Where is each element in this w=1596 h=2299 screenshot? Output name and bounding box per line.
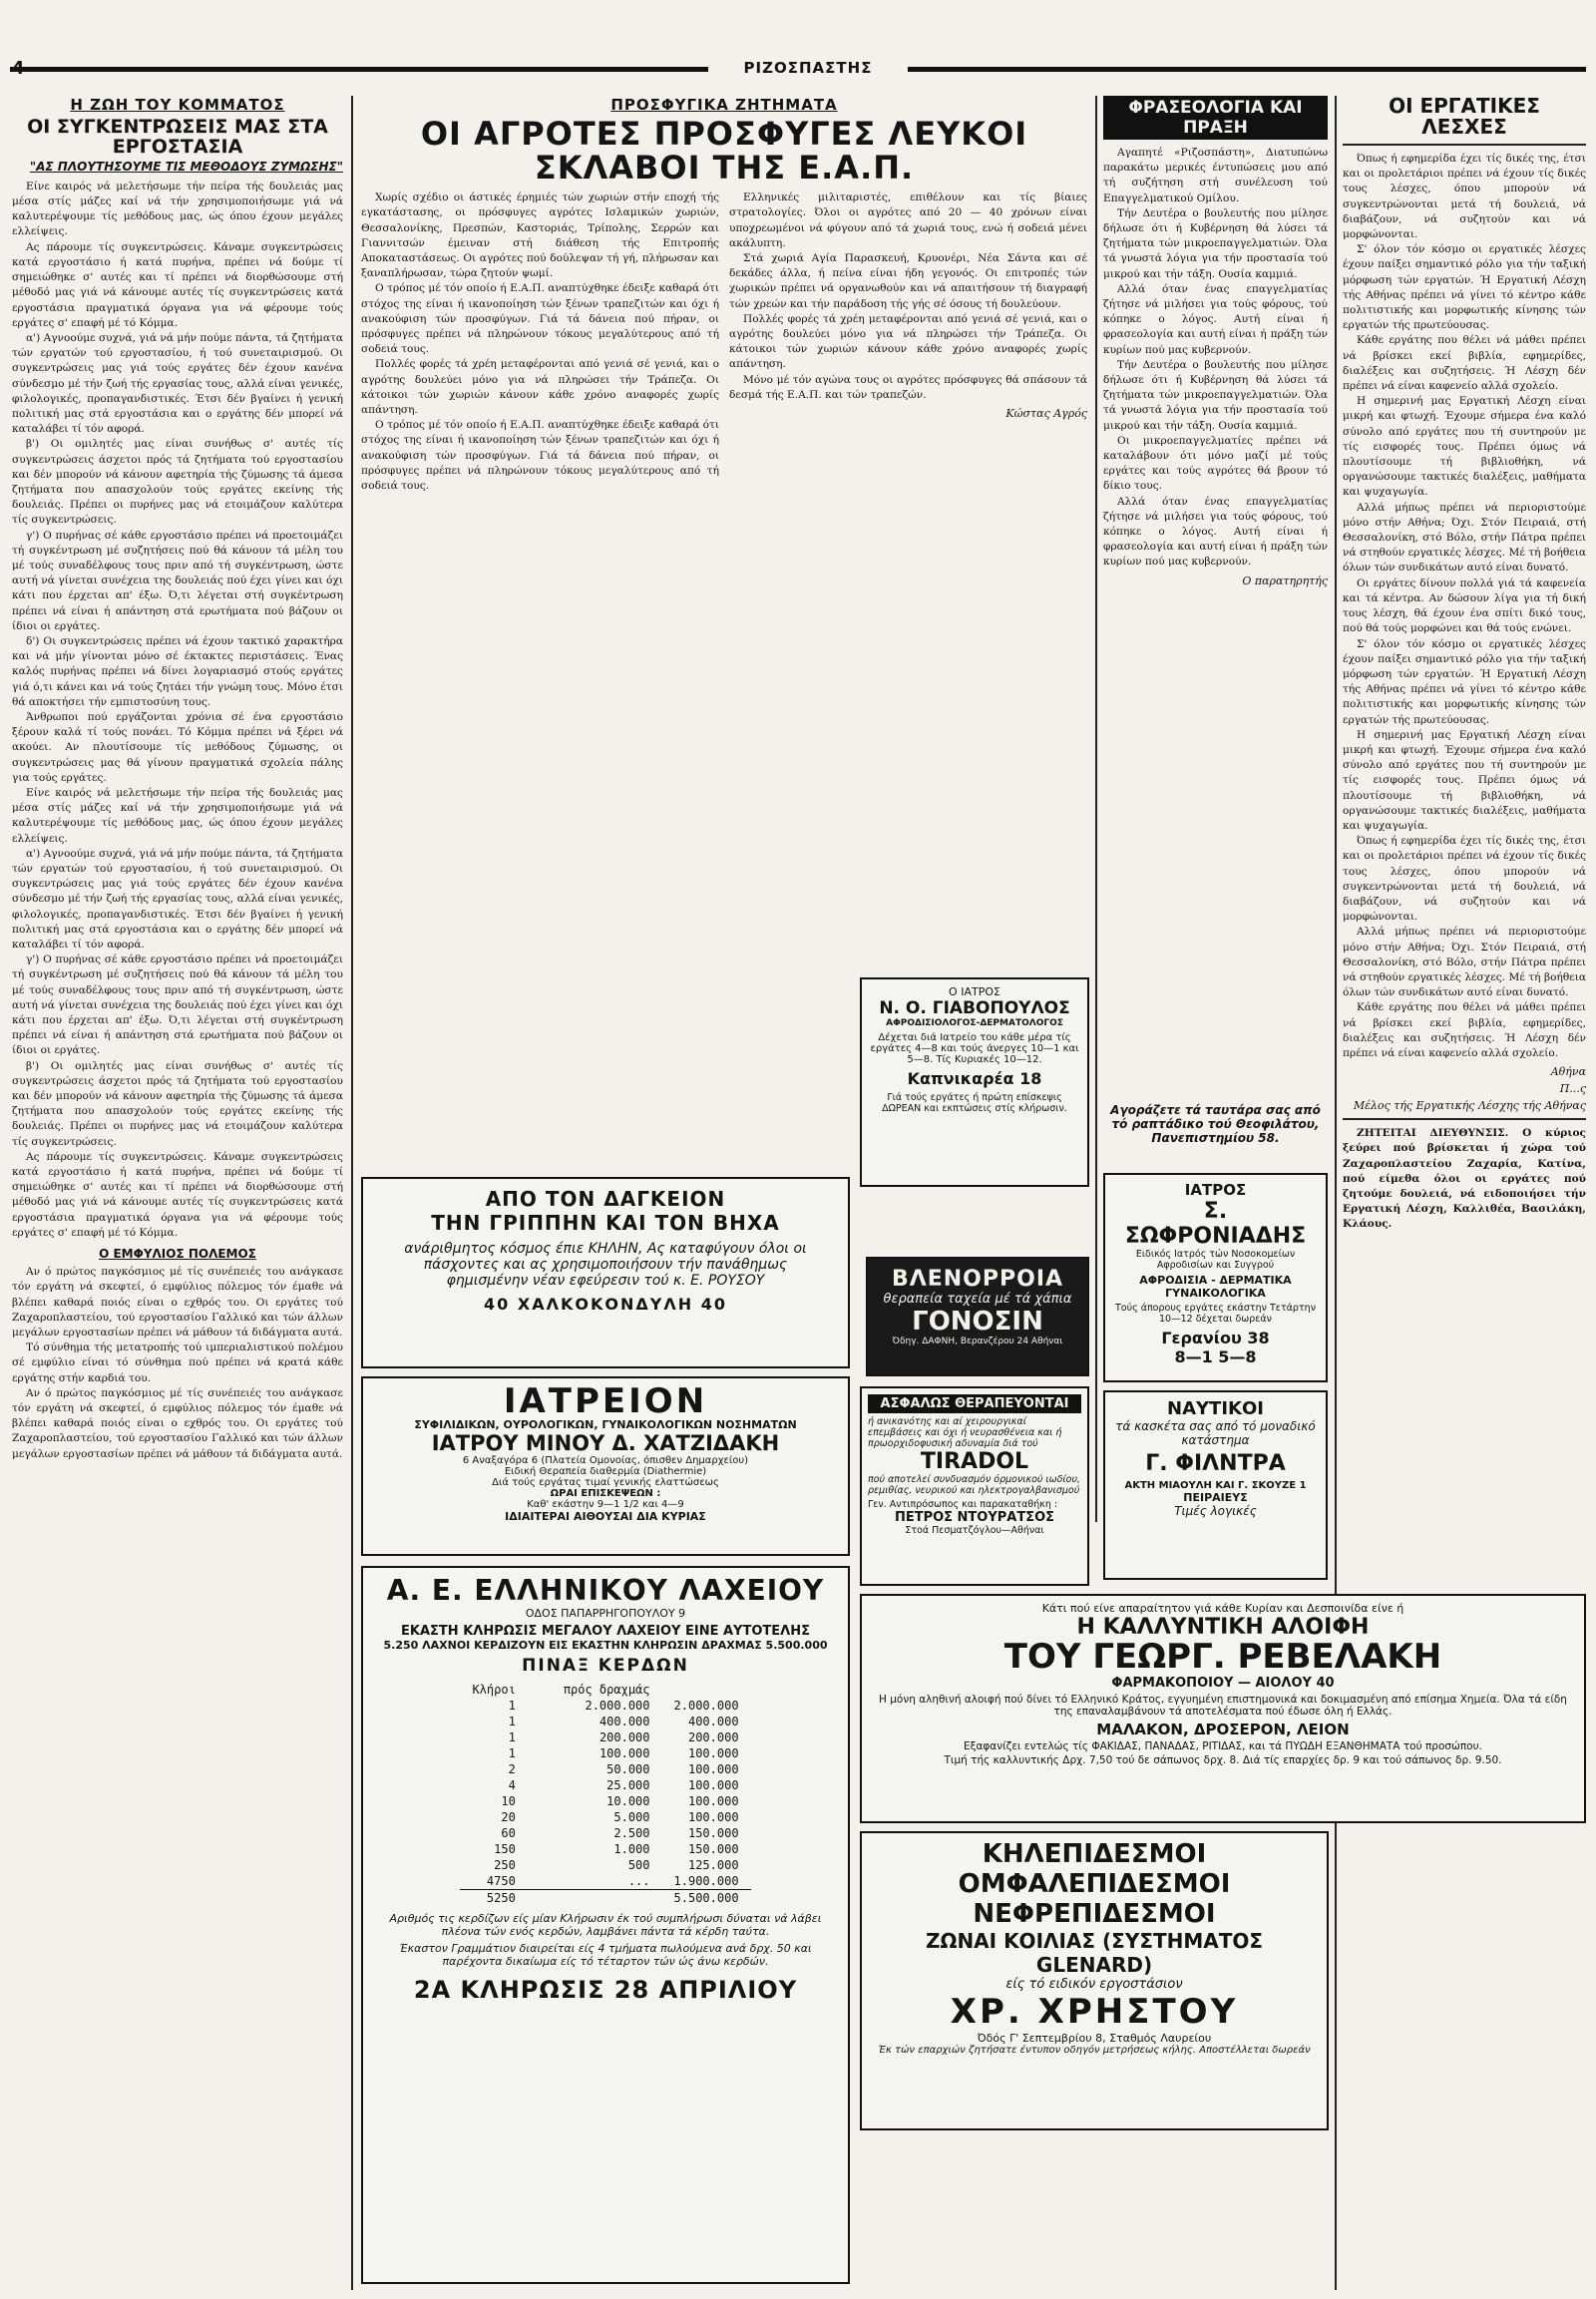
ad-tailor	[1103, 1097, 1328, 1165]
table-cell-count: 10	[501, 1794, 516, 1808]
paragraph: Κάθε εργάτης που θέλει νά μάθει πρέπει νά βρίσκει εκεί βιβλία, εφημερίδες, διαλέξεις και συζητήσεις. Ή Λέσχη δέν πρέπει νά είναι καφενείο αλλά σχολείο.	[1343, 334, 1586, 393]
paragraph: Στά χωριά Αγία Παρασκευή, Κρυονέρι, Νέα Σάντα και σέ δεκάδες άλλα, ή πείνα είναι ήδη γεγονός. Οι επιτροπές τών χωρικών πρέπει νά οργανωθούν και νά απαιτήσουν τή διαγραφή τών χρεών και τήν παράδοση τής γής σέ όσους τή δουλεύουν.	[729, 252, 1087, 310]
byline: Κώστας Αγρός	[1005, 407, 1087, 421]
table-cell-spacer	[528, 1873, 552, 1890]
table-row	[460, 1777, 750, 1793]
paragraph: Αλλά μήπως πρέπει νά περιοριστούμε μόνο στήν Αθήνα; Όχι. Στόν Πειραιά, στή Θεσσαλονίκη, στό Βόλο, στήν Πάτρα πρέπει νά στηθούν εργατικές λέσχες. Μέ τή βοήθεια όλων τών συνδικάτων αυτό είναι δυνατό.	[1343, 926, 1586, 999]
table-cell-total: 100.000	[687, 1794, 739, 1808]
column-header	[662, 1682, 751, 1698]
table-cell-total: 400.000	[687, 1715, 739, 1728]
ad-lottery	[361, 1566, 850, 2284]
table-cell-amount: 10.000	[606, 1794, 650, 1808]
ad-sofroniadis	[1103, 1173, 1328, 1382]
table-cell-total: 200.000	[687, 1730, 739, 1744]
ad-doctor-name: Σ. ΣΩΦΡΟΝΙΑΔΗΣ	[1124, 1199, 1307, 1249]
paragraph: Οι εργάτες δίνουν πολλά γιά τά καφενεία και τά κέντρα. Αν δώσουν λίγα για τή δική τους λέσχη, θά έχουν ένα σπίτι δικό τους, πού θά τούς μορφώνει και θά τούς ενώνει.	[1343, 576, 1586, 635]
ad-title: ΙΑΤΡΕΙΟΝ	[503, 1381, 708, 1421]
workers-clubs-article	[1343, 96, 1586, 2290]
ad-line: Τιμές λογικές	[1174, 1504, 1257, 1518]
masthead-rule-right	[908, 67, 1586, 72]
ad-doctor-name: ΙΑΤΡΟΥ ΜΙΝΟΥ Δ. ΧΑΤΖΙΔΑΚΗ	[431, 1431, 780, 1455]
paragraph: Ο τρόπος μέ τόν οποίο ή Ε.Α.Π. αναπτύχθηκε έδειξε καθαρά ότι στόχος της είναι ή ικανοποίηση τών ξένων τραπεζιτών και όχι ή ανακούφιση τών προσφύγων. Γιά τά δάνεια πού πήραν, οι πρόσφυγες πρέπει νά πληρώνουν τόκους μεγαλύτερους από τή σοδειά τους.	[361, 282, 719, 356]
paragraph: α') Αγνοούμε συχνά, γιά νά μήν πούμε πάντα, τά ζητήματα τών εργατών τού εργοστασίου, ή τού συνεταιρισμού. Οι συγκεντρώσεις μας γιά τούς εργάτες δέν έχουν κανένα σύνδεσμο μέ τήν ζωή τής εργασίας τους, αλλά είναι γενικές, φιλολογικές, προπαγανδιστικές. Έτσι δέν βγαίνει ή γενική πολιτική μας στά εργοστάσια και ο εργάτης δέν μπορεί νά καταλάβει τί τόν αφορά.	[12, 847, 343, 952]
table-cell-total: 100.000	[687, 1810, 739, 1824]
ad-address: 40 ΧΑΛΚΟΚΟΝΔΥΛΗ 40	[484, 1295, 727, 1314]
table-cell	[528, 1890, 552, 1907]
table-cell-count: 1	[508, 1746, 516, 1760]
crosshead: Ο ΕΜΦΥΛΙΟΣ ΠΟΛΕΜΟΣ	[99, 1247, 256, 1262]
paragraph: β') Οι ομιλητές μας είναι συνήθως σ' αυτές τίς συγκεντρώσεις άσχετοι πρός τά ζητήματα τού εργοστασίου και δέν μπορούν νά κάνουν αφετηρία τής ζύμωσης τά άμεσα ζητήματα που απασχολούν τούς εργάτες εκείνης τής δουλειάς. Πρέπει οι πυρήνες μας νά ετοιμάζουν καλύτερα τίς συγκεντρώσεις.	[12, 438, 343, 527]
paragraph: Η σημερινή μας Εργατική Λέσχη είναι μικρή και φτωχή. Έχουμε σήμερα ένα καλό σύνολο από εργάτες που τή συντηρούν με τίς εισφορές τους. Πρέπει όμως νά πλουτίσουμε τή βιβλιοθήκη, νά οργανώσουμε τακτικές διαλέξεις, μαθήματα και ψυχαγωγία.	[1343, 728, 1586, 832]
ad-line: ΜΑΛΑΚΟΝ, ΔΡΟΣΕΡΟΝ, ΛΕΙΟΝ	[1096, 1720, 1350, 1738]
prize-table-body	[460, 1698, 750, 1890]
ad-line: 5.250 ΛΑΧΝΟΙ ΚΕΡΔΙΖΟΥΝ ΕΙΣ ΕΚΑΣΤΗΝ ΚΛΗΡΩΣΙΝ ΔΡΑΧΜΑΣ 5.500.000	[383, 1639, 828, 1652]
table-cell-total: 1.900.000	[673, 1874, 739, 1888]
paragraph: Σ' όλον τόν κόσμο οι εργατικές λέσχες έχουν παίξει σημαντικό ρόλο για τήν ταξική μόρφωση τών εργατών. Ή Εργατική Λέσχη τής Αθήνας πρέπει νά γίνει τό κέντρο κάθε πολιτιστικής και μορφωτικής κίνησης τών εργατών τής πρωτεύουσας.	[1343, 637, 1586, 726]
paragraph: Είνε καιρός νά μελετήσωμε τήν πείρα τής δουλειάς μας μέσα στίς μάζες καί νά τήν χρησιμοποιήσωμε γιά νά καλυτερέψουμε τίς μεθόδους μας, ώς όπου έχουν μεγάλες ελλείψεις.	[12, 180, 343, 238]
paragraph: Πολλές φορές τά χρέη μεταφέρονται από γενιά σέ γενιά, και ο αγρότης δουλεύει μόνο για νά πληρώσει τήν Τράπεζα. Οι κάτοικοι τών χωριών κάνουν κάθε χρόνο αναφορές χωρίς απάντηση.	[729, 312, 1087, 371]
ad-line: ΖΩΝΑΙ ΚΟΙΛΙΑΣ (ΣΥΣΤΗΜΑΤΟΣ GLENARD)	[925, 1929, 1264, 1977]
paragraph: Άνθρωποι πού εργάζονται χρόνια σέ ένα εργοστάσιο ξέρουν καλά τί τούς πονάει. Τό Κόμμα πρέπει νά ξέρει νά ακούει. Αν πλουτίσουμε τίς μεθόδους ζύμωσης, οι συγκεντρώσεις μας θά γίνουν πραγματικά σχολεία πάλης για τούς εργάτες.	[12, 710, 343, 784]
ad-price: Τιμή τής καλλυντικής Δρχ. 7,50 τού δε σάπωνος δρχ. 8. Διά τίς επαρχίες δρ. 9 και τού σάπωνος δρ. 9.50.	[944, 1753, 1502, 1766]
ad-line: ΙΑΤΡΟΣ	[1184, 1181, 1247, 1199]
ad-line: Αγοράζετε τά ταυτάρα σας από τό ραπτάδικο τού Θεοφιλάτου, Πανεπιστημίου 58.	[1110, 1103, 1321, 1145]
table-cell-amount: 400.000	[598, 1715, 650, 1728]
ad-address: ΟΔΟΣ ΠΑΠΑΡΡΗΓΟΠΟΥΛΟΥ 9	[525, 1607, 686, 1620]
headline: ΟΙ ΕΡΓΑΤΙΚΕΣ ΛΕΣΧΕΣ	[1389, 96, 1540, 139]
table-row	[460, 1761, 750, 1777]
ad-line: Δέχεται διά Ιατρείο του κάθε μέρα τίς εργάτες 4—8 και τούς άνεργες 10—1 και 5—8. Τίς Κυριακές 10—12.	[870, 1032, 1079, 1065]
ad-line: ανάριθμητος κόσμος έπιε ΚΗΛΗΝ, Ας καταφύγουν όλοι οι πάσχοντες και ας χρησιμοποιήσουν τήν πανάθημως φημισμένην νέαν εφεύρεσιν τού κ. Ε. ΡΟΥΣΟΥ	[404, 1241, 807, 1289]
refugee-column	[729, 191, 1087, 494]
table-cell-total: 2.000.000	[673, 1699, 739, 1713]
ad-line: Έκ τών επαρχιών ζητήσατε έντυπον οδηγόν μετρήσεως κήλης. Αποστέλλεται δωρεάν	[878, 2045, 1311, 2056]
byline: Ο παρατηρητής	[1242, 574, 1328, 587]
byline: Π...ς	[1559, 1082, 1586, 1096]
paragraph: Ας πάρουμε τίς συγκεντρώσεις. Κάναμε συγκεντρώσεις κατά εργοστάσιο ή κατά πυρήνα, πρέπει νά δούμε τί σημειώθηκε σ' αυτές και τί πρέπει νά διορθώσουμε στή μέθοδό μας γιά νά κάνουμε αυτές τίς συγκεντρώσεις κατά εργοστάσια πραγματικά όργανα για νά φέρουμε τούς εργάτες σ' επαφή μέ τό Κόμμα.	[12, 240, 343, 329]
ad-title: ΤΟΥ ΓΕΩΡΓ. ΡΕΒΕΛΑΚΗ	[1003, 1637, 1442, 1677]
paragraph: Σ' όλον τόν κόσμο οι εργατικές λέσχες έχουν παίξει σημαντικό ρόλο για τήν ταξική μόρφωση τών εργατών. Ή Εργατική Λέσχη τής Αθήνας πρέπει νά γίνει τό κέντρο κάθε πολιτιστικής και μορφωτικής κίνησης τών εργατών τής πρωτεύουσας.	[1343, 243, 1586, 332]
table-cell-spacer	[528, 1714, 552, 1729]
paragraph: Μόνο μέ τόν αγώνα τους οι αγρότες πρόσφυγες θά σπάσουν τά δεσμά τής Ε.Α.Π. και τών τραπεζών.	[729, 373, 1087, 401]
ad-line: Κάτι πού είνε απαραίτητον γιά κάθε Κυρίαν και Δεσποινίδα είνε ή	[1041, 1602, 1404, 1615]
ad-line: ΝΕΦΡΕΠΙΔΕΣΜΟΙ	[973, 1899, 1216, 1929]
paragraph: Ας πάρουμε τίς συγκεντρώσεις. Κάναμε συγκεντρώσεις κατά εργοστάσιο ή κατά πυρήνα, πρέπει νά δούμε τί σημειώθηκε σ' αυτές και τί πρέπει νά διορθώσουμε στή μέθοδό μας γιά νά κάνουμε αυτές τίς συγκεντρώσεις κατά εργοστάσια πραγματικά όργανα για νά φέρουμε τούς εργάτες σ' επαφή μέ τό Κόμμα.	[12, 1150, 343, 1239]
ad-hours: 8—1 5—8	[1174, 1347, 1257, 1366]
paragraph: Τό σύνθημα τής μετατροπής τού ιμπεριαλιστικού πολέμου σέ εμφύλιο είναι τό σύνθημα πού πρέπει νά κρατά κάθε εργάτης στήν καρδιά του.	[12, 1341, 343, 1384]
table-cell-spacer	[528, 1698, 552, 1714]
column-rule	[351, 96, 353, 2290]
ad-tiradol	[860, 1386, 1089, 1586]
ad-line: Αριθμός τις κερδίζων είς μίαν Κλήρωσιν έκ τού συμπλήρωσι δύναται νά λάβει πλέονα τών ενός κερδών, λαμβάνει πάντα τά κέρδη ταύτα.	[389, 1912, 822, 1938]
ad-address: 6 Αναξαγόρα 6 (Πλατεία Ομονοίας, όπισθεν Δημαρχείου)	[462, 1455, 749, 1466]
paragraph: α') Αγνοούμε συχνά, γιά νά μήν πούμε πάντα, τά ζητήματα τών εργατών τού εργοστασίου, ή τού συνεταιρισμού. Οι συγκεντρώσεις μας γιά τούς εργάτες δέν έχουν κανένα σύνδεσμο μέ τήν ζωή τής εργασίας τους, αλλά είναι γενικές, φιλολογικές, προπαγανδιστικές. Έτσι δέν βγαίνει ή γενική πολιτική μας στά εργοστάσια και ο εργάτης δέν μπορεί νά καταλάβει τί τόν αφορά.	[12, 331, 343, 436]
newspaper-name: ΡΙΖΟΣΠΑΣΤΗΣ	[708, 59, 908, 77]
ad-line: ΤΗΝ ΓΡΙΠΠΗΝ ΚΑΙ ΤΟΝ ΒΗΧΑ	[431, 1211, 780, 1235]
paragraph: Αλλά όταν ένας επαγγελματίας ζήτησε νά μιλήσει για τούς φόρους, τού κόπηκε ο λόγος. Αυτή είναι ή φρασεολογία και αυτή είναι ή πράξη τών κυρίων πού μας κυβερνούν.	[1103, 495, 1328, 569]
paragraph: Η σημερινή μας Εργατική Λέσχη είναι μικρή και φτωχή. Έχουμε σήμερα ένα καλό σύνολο από εργάτες που τή συντηρούν με τίς εισφορές τους. Πρέπει όμως νά πλουτίσουμε τή βιβλιοθήκη, νά οργανώσουμε τακτικές διαλέξεις, μαθήματα και ψυχαγωγία.	[1343, 395, 1586, 499]
byline-role: Μέλος τής Εργατικής Λέσχης τής Αθήνας	[1353, 1099, 1586, 1113]
ad-flu-remedy	[361, 1177, 850, 1368]
ad-line: Ειδικός Ιατρός τών Νοσοκομείων Αφροδισίων και Συγγρού	[1135, 1249, 1296, 1271]
table-cell-count: 1	[508, 1730, 516, 1744]
ad-line: ΑΦΡΟΔΙΣΙΟΛΟΓΟΣ-ΔΕΡΜΑΤΟΛΟΓΟΣ	[886, 1018, 1063, 1028]
divider	[1343, 144, 1586, 146]
table-cell-count: 4750	[486, 1874, 516, 1888]
divider	[1343, 1118, 1586, 1120]
headline: ΦΡΑΣΕΟΛΟΓΙΑ ΚΑΙ ΠΡΑΞΗ	[1103, 96, 1328, 140]
table-cell-total: 100.000	[687, 1762, 739, 1776]
ad-line: Εξαφανίζει εντελώς τίς ΦΑΚΙΔΑΣ, ΠΑΝΑΔΑΣ, ΡΙΤΙΔΑΣ, και τά ΠΥΩΔΗ ΕΞΑΝΘΗΜΑΤΑ τού προσώπου.	[963, 1739, 1483, 1752]
table-cell-count: 60	[501, 1826, 516, 1840]
paragraph: Τήν Δευτέρα ο βουλευτής που μίλησε δήλωσε ότι ή Κυβέρνηση θά λύσει τά ζητήματα τών μικροεπαγγελματιών. Όλα τά γνωστά λόγια για τήν προστασία τού μικρού και τήν τάξη. Ουσία καμμιά.	[1103, 358, 1328, 432]
wanted-notice: ΖΗΤΕΙΤΑΙ ΔΙΕΥΘΥΝΣΙΣ. Ο κύριος ξεύρει πού βρίσκεται ή χώρα τού Ζαχαροπλαστείου Ζαχαρία, Κατίνα, πού είμεθα όλοι οι εργάτες πού ζητούμε δουλειά, νά ειδοποιήσει τήν Εργατική Λέσχη, Καλλιθέα, Βασιλάκη, Κλάους.	[1343, 1127, 1586, 1231]
table-cell-amount: 100.000	[598, 1746, 650, 1760]
total-sum: 5.500.000	[662, 1890, 751, 1907]
table-cell-count: 2	[508, 1762, 516, 1776]
table-cell-amount: 2.500	[613, 1826, 650, 1840]
section-title: ΠΡΟΣΦΥΓΙΚΑ ΖΗΤΗΜΑΤΑ	[610, 96, 838, 114]
ad-revelakis	[860, 1594, 1586, 1823]
table-header-row	[460, 1682, 750, 1698]
ad-line: Τούς άπορους εργάτες εκάστην Τετάρτην 10—12 δέχεται δωρεάν	[1114, 1303, 1317, 1325]
table-cell-amount: 25.000	[606, 1778, 650, 1792]
ad-line: ΠΕΤΡΟΣ ΝΤΟΥΡΑΤΣΟΣ	[894, 1510, 1055, 1525]
table-cell-spacer	[528, 1841, 552, 1857]
ad-line: Όδηγ. ΔΑΦΝΗ, Βερανζέρου 24 Αθήναι	[892, 1337, 1063, 1346]
column-header: πρός δραχμάς	[563, 1683, 650, 1697]
ad-address: Όδός Γ' Σεπτεμβρίου 8, Σταθμός Λαυρείου	[977, 2032, 1212, 2045]
headline: ΟΙ ΑΓΡΟΤΕΣ ΠΡΟΣΦΥΓΕΣ ΛΕΥΚΟΙ ΣΚΛΑΒΟΙ ΤΗΣ Ε.Α.Π.	[420, 115, 1028, 187]
page-number: 4	[12, 58, 25, 79]
paragraph: Αλλά μήπως πρέπει νά περιοριστούμε μόνο στήν Αθήνα; Όχι. Στόν Πειραιά, στή Θεσσαλονίκη, στό Βόλο, στήν Πάτρα πρέπει νά στηθούν εργατικές λέσχες. Μέ τή βοήθεια όλων τών συνδικάτων αυτό είναι δυνατό.	[1343, 501, 1586, 575]
ad-giavopoulos	[860, 977, 1089, 1187]
paragraph: Οι μικροεπαγγελματίες πρέπει νά καταλάβουν ότι μόνο μαζί μέ τούς εργάτες και τούς αγρότες θά βρουν τό δίκιο τους.	[1103, 434, 1328, 493]
refugee-column	[361, 191, 719, 494]
ad-line: θεραπεία ταχεία μέ τά χάπια	[883, 1292, 1072, 1307]
ad-line: Ο ΙΑΤΡΟΣ	[949, 985, 1000, 998]
table-cell-spacer	[528, 1809, 552, 1825]
prize-table	[460, 1682, 750, 1906]
table-row	[460, 1857, 750, 1873]
ad-line: είς τό ειδικόν εργοστάσιον	[1005, 1977, 1183, 1992]
ad-line: πού αποτελεί συνδυασμόν όρμονικού ιωδίου, ρεμιθίας, νευρικού και ηλεκτρογαλβανισμού	[868, 1474, 1080, 1496]
ad-shop-name: Γ. ΦΙΛΝΤΡΑ	[1145, 1451, 1286, 1476]
paragraph: Κάθε εργάτης που θέλει νά μάθει πρέπει νά βρίσκει εκεί βιβλία, εφημερίδες, διαλέξεις και συζητήσεις. Ή Λέσχη δέν πρέπει νά είναι καφενείο αλλά σχολείο.	[1343, 1001, 1586, 1059]
ad-address: Στοά Πεσματζόγλου—Αθήναι	[905, 1525, 1044, 1536]
table-cell-spacer	[528, 1793, 552, 1809]
table-cell-amount: ...	[627, 1874, 650, 1888]
table-cell-amount: 50.000	[606, 1762, 650, 1776]
column-rule	[1335, 96, 1337, 2290]
table-cell-total: 100.000	[687, 1778, 739, 1792]
table-total-row	[460, 1890, 750, 1907]
ad-line: ΒΛΕΝΟΡΡΟΙΑ	[891, 1267, 1064, 1292]
paragraph: γ') Ο πυρήνας σέ κάθε εργοστάσιο πρέπει νά προετοιμάζει τή συγκέντρωση μέ συζητήσεις πού θά κάνουν τά μέλη του μέ τούς συναδέλφους τους πριν από τή συγκέντρωση, ώστε αυτή νά γίνεται συνέχεια της δουλειάς πού έχει γίνει και όχι κάτι που έρχεται απ' έξω. Ό,τι λέγεται στή συγκέντρωση πρέπει νά είναι ή απάντηση στά ερωτήματα πού βάζουν οι ίδιοι οι εργάτες.	[12, 954, 343, 1057]
table-cell-total: 150.000	[687, 1826, 739, 1840]
ad-line: ΝΑΥΤΙΚΟΙ	[1167, 1398, 1264, 1419]
table-cell-count: 150	[494, 1842, 516, 1856]
table-cell-count: 250	[494, 1858, 516, 1872]
headline: ΟΙ ΣΥΓΚΕΝΤΡΩΣΕΙΣ ΜΑΣ ΣΤΑ ΕΡΓΟΣΤΑΣΙΑ	[27, 116, 328, 158]
paragraph: Αν ό πρώτος παγκόσμιος μέ τίς συνέπειές του ανάγκασε τόν εργάτη νά σκεφτεί, ό εμφύλιος πόλεμος τόν έμαθε νά βλέπει καθαρά ποιός είναι ο εχθρός του. Οι εργάτες τού Ζαχαροπλαστείου, τού εργοστασίου Γαλλικό και τών άλλων μεγάλων εργοστασίων πρέπει νά μάθουν τά διδάγματα αυτά.	[12, 1386, 343, 1460]
paragraph: Τήν Δευτέρα ο βουλευτής που μίλησε δήλωσε ότι ή Κυβέρνηση θά λύσει τά ζητήματα τών μικροεπαγγελματιών. Όλα τά γνωστά λόγια για τήν προστασία τού μικρού και τήν τάξη. Ουσία καμμιά.	[1103, 206, 1328, 280]
ad-line: ΑΠΟ ΤΟΝ ΔΑΓΚΕΙΟΝ	[485, 1187, 726, 1211]
total-count: 5250	[460, 1890, 527, 1907]
ad-line: τά κασκέτα σας από τό μοναδικό κατάστημα	[1115, 1419, 1316, 1447]
column-header	[528, 1682, 552, 1698]
paragraph: Χωρίς σχέδιο οι άστικές έρημιές τών χωριών στήν εποχή τής εγκατάστασης, οι πρόσφυγες αγρότες Ισλαμικών χωριών, Θεσσαλονίκης, Πρεσπών, Καστοριάς, Τρίπολης, Σερρών και Γιαννιτσών έμειναν στή διάθεση τής Επιτροπής Αποκαταστάσεως. Οι αγρότες πού δούλεψαν τή γή, πλήρωσαν και ξαναπλήρωσαν, τώρα ζητούν ψωμί.	[361, 192, 719, 280]
table-cell-count: 1	[508, 1715, 516, 1728]
ad-line: Διά τούς εργάτας τιμαί γενικής ελαττώσεως	[492, 1477, 719, 1488]
table-cell-spacer	[528, 1745, 552, 1761]
ad-address: Γερανίου 38	[1161, 1329, 1270, 1347]
ad-address: ΑΚΤΗ ΜΙΑΟΥΛΗ ΚΑΙ Γ. ΣΚΟΥΖΕ 1	[1124, 1480, 1307, 1491]
ad-line: ΠΕΙΡΑΙΕΥΣ	[1183, 1491, 1248, 1504]
ad-line: Γιά τούς εργάτες ή πρώτη επίσκεψις ΔΩΡΕΑΝ και εκπτώσεις στίς κλήρωσιν.	[882, 1092, 1067, 1114]
table-cell-amount: 200.000	[598, 1730, 650, 1744]
ad-hours: Καθ' εκάστην 9—1 1/2 και 4—9	[527, 1499, 684, 1510]
prize-table-title: ΠΙΝΑΞ ΚΕΡΔΩΝ	[522, 1656, 689, 1676]
ad-product: ΓΟΝΟΣΙΝ	[912, 1307, 1043, 1337]
ad-line: ΩΡΑΙ ΕΠΙΣΚΕΨΕΩΝ :	[550, 1488, 661, 1499]
paragraph: β') Οι ομιλητές μας είναι συνήθως σ' αυτές τίς συγκεντρώσεις άσχετοι πρός τά ζητήματα τού εργοστασίου και δέν μπορούν νά κάνουν αφετηρία τής ζύμωσης τά άμεσα ζητήματα που απασχολούν τούς εργάτες εκείνης τής δουλειάς. Πρέπει οι πυρήνες μας νά ετοιμάζουν καλύτερα τίς συγκεντρώσεις.	[12, 1059, 343, 1148]
paragraph: Πολλές φορές τά χρέη μεταφέρονται από γενιά σέ γενιά, και ο αγρότης δουλεύει μόνο για νά πληρώσει τήν Τράπεζα. Οι κάτοικοι τών χωριών κάνουν κάθε χρόνο αναφορές χωρίς απάντηση.	[361, 358, 719, 417]
ad-title: Α. Ε. ΕΛΛΗΝΙΚΟΥ ΛΑΧΕΙΟΥ	[386, 1574, 825, 1607]
table-cell-spacer	[528, 1825, 552, 1841]
table-row	[460, 1825, 750, 1841]
paragraph: Ο τρόπος μέ τόν οποίο ή Ε.Α.Π. αναπτύχθηκε έδειξε καθαρά ότι στόχος της είναι ή ικανοποίηση τών ξένων τραπεζιτών και όχι ή ανακούφιση τών προσφύγων. Γιά τά δάνεια πού πήραν, οι πρόσφυγες πρέπει νά πληρώνουν τόκους μεγαλύτερους από τή σοδειά τους.	[361, 419, 719, 493]
ad-line: ή ανικανότης και αί χειρουργικαί επεμβάσεις και όχι ή νευρασθένεια και ή πρωορχιδοφυσική αδυναμία διά τού	[868, 1416, 1062, 1449]
table-cell-spacer	[528, 1777, 552, 1793]
table-row	[460, 1873, 750, 1890]
table-cell-total: 125.000	[687, 1858, 739, 1872]
party-life-article	[12, 96, 343, 2290]
table-row	[460, 1745, 750, 1761]
ad-line: ΙΔΙΑΙΤΕΡΑΙ ΑΙΘΟΥΣΑΙ ΔΙΑ ΚΥΡΙΑΣ	[505, 1510, 706, 1523]
table-cell-amount: 5.000	[613, 1810, 650, 1824]
table-row	[460, 1809, 750, 1825]
ad-christou	[860, 1831, 1329, 2130]
ad-product: TIRADOL	[920, 1449, 1029, 1474]
column-rule	[1095, 96, 1097, 1522]
ad-line: Έκαστον Γραμμάτιον διαιρείται είς 4 τμήματα πωλούμενα ανά δρχ. 50 και παρέχοντα δικαίωμα είς τό τέταρτον τών ώς άνω κερδών.	[399, 1942, 812, 1968]
ad-shop-name: ΧΡ. ΧΡΗΣΤΟΥ	[950, 1992, 1239, 2032]
paragraph: Ελληνικές μιλιταριστές, επιθέλουν και τίς βίαιες στρατολογίες. Όλοι οι αγρότες από 20 — 40 χρόνων είναι υποχρεωμένοι νά φύγουν από τά χωριά τους, ενώ ή σοδειά μένει ακάλυπτη.	[729, 192, 1087, 249]
ad-line: ΚΗΛΕΠΙΔΕΣΜΟΙ	[982, 1839, 1207, 1869]
ad-line: ΟΜΦΑΛΕΠΙΔΕΣΜΟΙ	[958, 1869, 1231, 1899]
table-row	[460, 1714, 750, 1729]
paragraph: Αγαπητέ «Ριζοσπάστη», Διατυπώνω παρακάτω μερικές έντυπώσεις μου από τή συζήτηση στή συνέλευση τού Επαγγελματικού Ομίλου.	[1103, 147, 1328, 204]
ad-line: ΑΣΦΑΛΩΣ ΘΕΡΑΠΕΥΟΝΤΑΙ	[868, 1394, 1081, 1413]
ad-specialties: ΑΦΡΟΔΙΣΙΑ - ΔΕΡΜΑΤΙΚΑ ΓΥΝΑΙΚΟΛΟΓΙΚΑ	[1139, 1274, 1292, 1300]
table-cell	[552, 1890, 662, 1907]
draw-date: 2Α ΚΛΗΡΩΣΙΣ 28 ΑΠΡΙΛΙΟΥ	[413, 1976, 798, 2004]
ad-line: Η μόνη αληθινή αλοιφή πού δίνει τό Ελληνικό Κράτος, εγγυημένη επιστημονικά και δοκιμασμένη από επίσημα Χημεία. Όλα τά είδη της επαναλαμβάνουν τά αποτελέσματα πού έδωσε όλη ή Ελλάς.	[879, 1693, 1567, 1718]
table-cell-amount: 2.000.000	[585, 1699, 650, 1713]
paragraph: γ') Ο πυρήνας σέ κάθε εργοστάσιο πρέπει νά προετοιμάζει τή συγκέντρωση μέ συζητήσεις πού θά κάνουν τά μέλη του μέ τούς συναδέλφους τους πριν από τή συγκέντρωση, ώστε αυτή νά γίνεται συνέχεια της δουλειάς πού έχει γίνει και όχι κάτι που έρχεται απ' έξω. Ό,τι λέγεται στή συγκέντρωση πρέπει νά είναι ή απάντηση στά ερωτήματα πού βάζουν οι ίδιοι οι εργάτες.	[12, 529, 343, 632]
paragraph: Αν ό πρώτος παγκόσμιος μέ τίς συνέπειές του ανάγκασε τόν εργάτη νά σκεφτεί, ό εμφύλιος πόλεμος τόν έμαθε νά βλέπει καθαρά ποιός είναι ο εχθρός του. Οι εργάτες τού Ζαχαροπλαστείου, τού εργοστασίου Γαλλικό και τών άλλων μεγάλων εργοστασίων πρέπει νά μάθουν τά διδάγματα αυτά.	[12, 1266, 343, 1339]
table-cell-spacer	[528, 1761, 552, 1777]
table-cell-count: 4	[508, 1778, 516, 1792]
section-title: Η ΖΩΗ ΤΟΥ ΚΟΜΜΑΤΟΣ	[70, 96, 285, 114]
paragraph: Αλλά όταν ένας επαγγελματίας ζήτησε νά μιλήσει για τούς φόρους, τού κόπηκε ο λόγος. Αυτή είναι ή φρασεολογία και αυτή είναι ή πράξη τών κυρίων πού μας κυβερνούν.	[1103, 282, 1328, 356]
ad-line: ΕΚΑΣΤΗ ΚΛΗΡΩΣΙΣ ΜΕΓΑΛΟΥ ΛΑΧΕΙΟΥ ΕΙΝΕ ΑΥΤΟΤΕΛΗΣ	[401, 1624, 810, 1639]
table-cell-total: 150.000	[687, 1842, 739, 1856]
table-cell-spacer	[528, 1729, 552, 1745]
ad-hatzidakis-clinic	[361, 1376, 850, 1556]
table-cell-count: 20	[501, 1810, 516, 1824]
paragraph: Όπως ή εφημερίδα έχει τίς δικές της, έτσι και οι προλετάριοι πρέπει νά έχουν τίς δικές τους λέσχες, όπου μπορούν νά συγκεντρώνονται μετά τή δουλειά, νά διαβάζουν, νά συζητούν και νά μορφώνονται.	[1343, 153, 1586, 241]
ad-doctor-name: Ν. Ο. ΓΙΑΒΟΠΟΥΛΟΣ	[879, 998, 1070, 1018]
table-cell-total: 100.000	[687, 1746, 739, 1760]
ad-line: ΣΥΦΙΛΙΔΙΚΩΝ, ΟΥΡΟΛΟΓΙΚΩΝ, ΓΥΝΑΙΚΟΛΟΓΙΚΩΝ ΝΟΣΗΜΑΤΩΝ	[414, 1418, 797, 1431]
ad-line: Γεν. Αντιπρόσωπος και παρακαταθήκη :	[868, 1499, 1058, 1510]
table-row	[460, 1841, 750, 1857]
table-row	[460, 1729, 750, 1745]
masthead-rule-left	[10, 67, 708, 72]
ad-line: Η ΚΑΛΛΥΝΤΙΚΗ ΑΛΟΙΦΗ	[1076, 1615, 1370, 1640]
dateline: Αθήνα	[1550, 1065, 1586, 1079]
subheadline: "ΑΣ ΠΛΟΥΤΗΣΟΥΜΕ ΤΙΣ ΜΕΘΟΔΟΥΣ ΖΥΜΩΣΗΣ"	[29, 159, 343, 174]
ad-address: ΦΑΡΜΑΚΟΠΟΙΟΥ — ΑΙΟΛΟΥ 40	[1111, 1675, 1335, 1691]
phrases-article	[1103, 96, 1328, 973]
masthead	[10, 58, 1586, 80]
paragraph: δ') Οι συγκεντρώσεις πρέπει νά έχουν τακτικό χαρακτήρα και νά μήν γίνονται μόνο σέ έκτακτες περιστάσεις. Ένας καλός πυρήνας πρέπει νά δίνει λογαριασμό στούς εργάτες γιά ό,τι κάνει και νά τούς ζητάει τήν γνώμη τους. Μόνο έτσι θά αποκτήσει τήν εμπιστοσύνη τους.	[12, 634, 343, 708]
table-cell-spacer	[528, 1857, 552, 1873]
ad-gonosin	[866, 1257, 1089, 1376]
paragraph: Είνε καιρός νά μελετήσωμε τήν πείρα τής δουλειάς μας μέσα στίς μάζες καί νά τήν χρησιμοποιήσωμε γιά νά καλυτερέψουμε τίς μεθόδους μας, ώς όπου έχουν μεγάλες ελλείψεις.	[12, 787, 343, 845]
table-row	[460, 1698, 750, 1714]
refugee-article	[361, 96, 1087, 993]
column-header: Κλήροι	[472, 1683, 516, 1697]
table-cell-count: 1	[508, 1699, 516, 1713]
ad-line: Ειδική Θεραπεία διαθερμία (Diathermie)	[504, 1466, 707, 1477]
table-cell-amount: 500	[627, 1858, 650, 1872]
paragraph: Όπως ή εφημερίδα έχει τίς δικές της, έτσι και οι προλετάριοι πρέπει νά έχουν τίς δικές τους λέσχες, όπου μπορούν νά συγκεντρώνονται μετά τή δουλειά, νά διαβάζουν, νά συζητούν και νά μορφώνονται.	[1343, 835, 1586, 924]
ad-filntra	[1103, 1390, 1328, 1580]
table-cell-amount: 1.000	[613, 1842, 650, 1856]
ad-address: Καπνικαρέα 18	[907, 1069, 1042, 1088]
table-row	[460, 1793, 750, 1809]
